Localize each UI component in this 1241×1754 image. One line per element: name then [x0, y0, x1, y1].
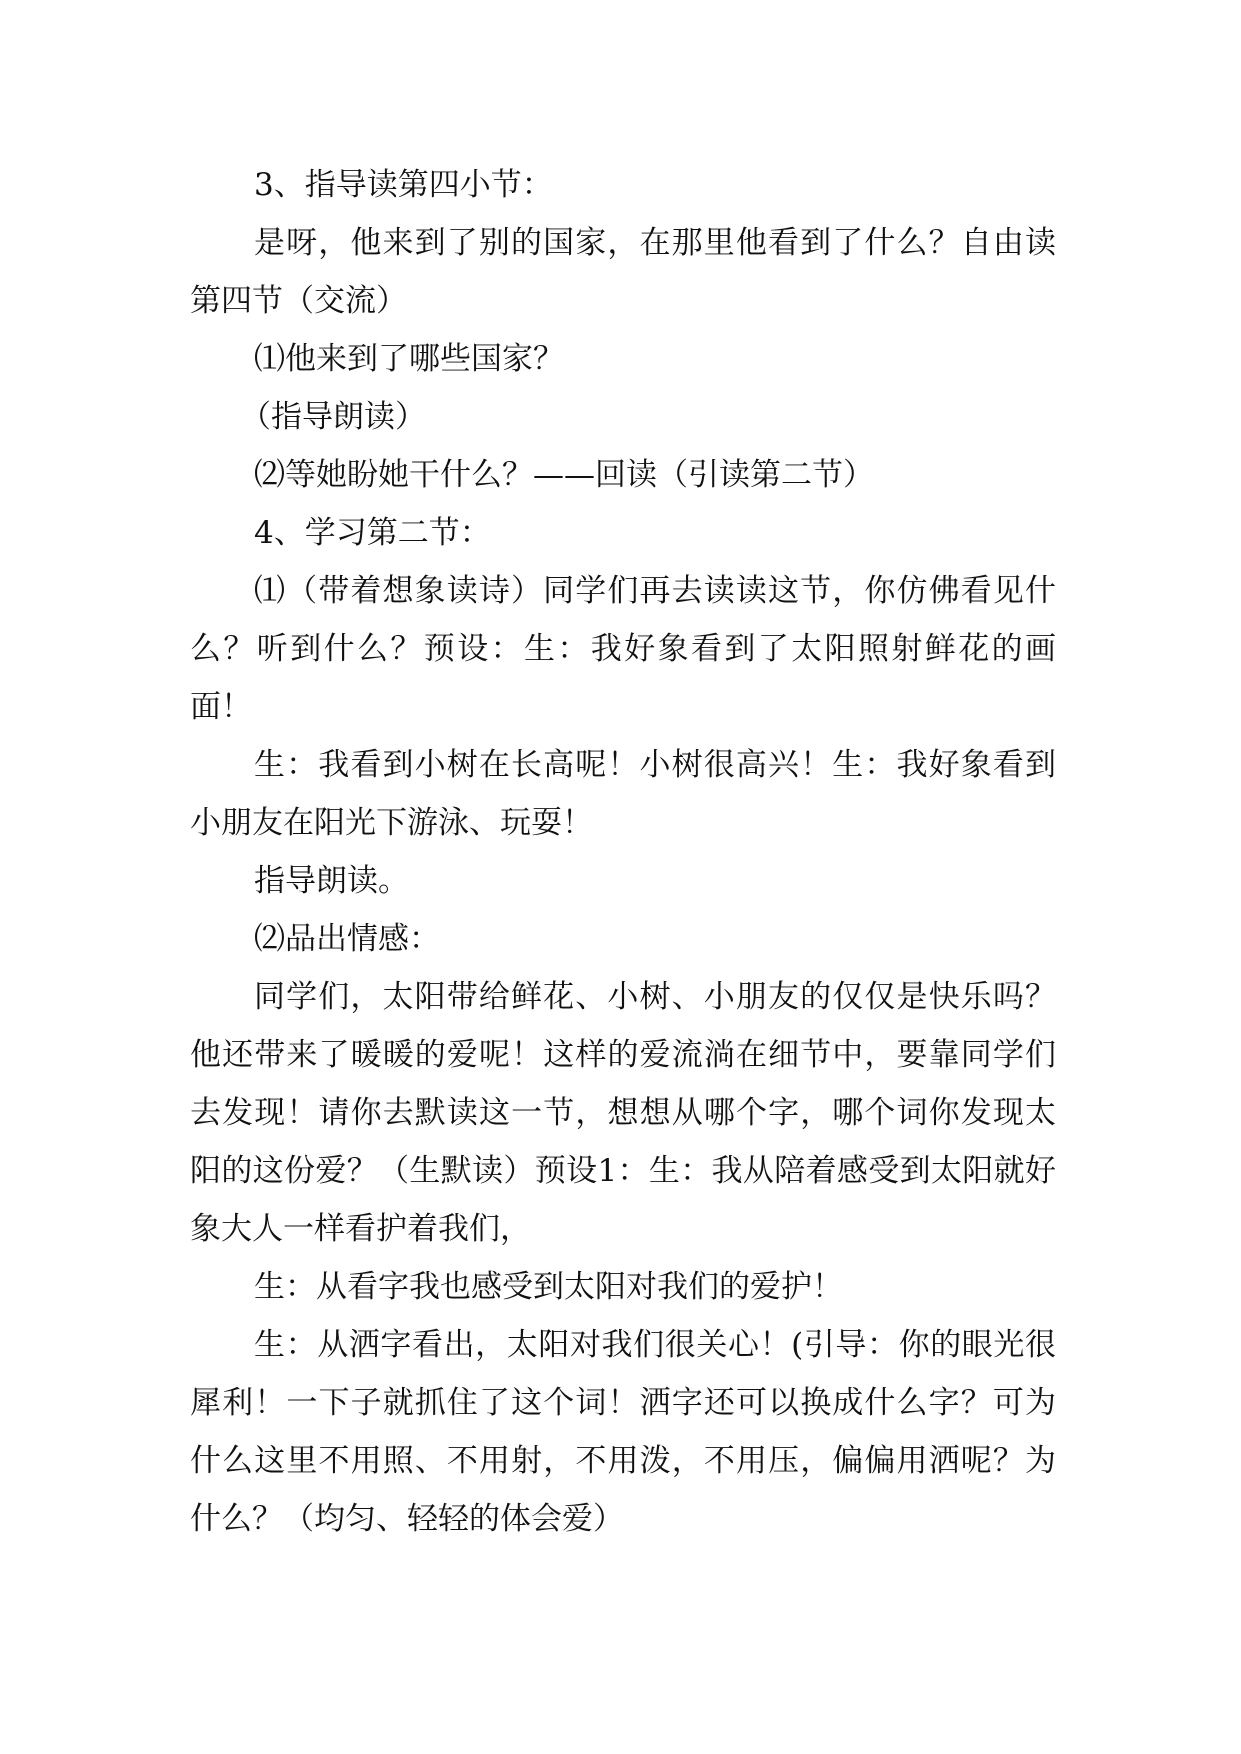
paragraph-student-responses: 生：我看到小树在长高呢！小树很高兴！生：我好象看到小朋友在阳光下游泳、玩耍！ [190, 747, 1056, 841]
paragraph-emotion-discussion: 同学们，太阳带给鲜花、小树、小朋友的仅仅是快乐吗？他还带来了暖暖的爱呢！这样的爱流淌在细节中，要靠同学们去发现！请你去默读这一节，想想从哪个字，哪个词你发现太阳的这份爱？（生默读）预设1：生：我从陪着感受到太阳就好象大人一样看护着我们， [190, 979, 1056, 1247]
paragraph-student-sa: 生：从洒字看出，太阳对我们很关心！(引导：你的眼光很犀利！一下子就抓住了这个词！洒字还可以换成什么字？可为什么这里不用照、不用射，不用泼，不用压，偏偏用洒呢？为什么？（均匀、轻轻的体会爱） [190, 1327, 1056, 1537]
paragraph-step-3-heading: 3、指导读第四小节： [254, 167, 553, 203]
paragraph-student-kan: 生：从看字我也感受到太阳对我们的爱护！ [254, 1269, 843, 1305]
paragraph-guided-reading-note: （指导朗读） [240, 399, 426, 435]
paragraph-guided-reading: 指导朗读。 [254, 863, 409, 899]
paragraph-step-4-heading: 4、学习第二节： [254, 515, 491, 551]
paragraph-emotion-heading: ⑵品出情感： [254, 921, 440, 957]
paragraph-question-2: ⑵等她盼她干什么？——回读（引读第二节） [254, 457, 874, 493]
paragraph-question-1: ⑴他来到了哪些国家？ [254, 341, 564, 377]
paragraph-imagination-reading: ⑴（带着想象读诗）同学们再去读读这节，你仿佛看见什么？听到什么？预设：生：我好象看到了太阳照射鲜花的画面！ [190, 573, 1056, 725]
paragraph-intro-question: 是呀，他来到了别的国家，在那里他看到了什么？自由读第四节（交流） [190, 225, 1056, 319]
document-body [190, 156, 1056, 1548]
